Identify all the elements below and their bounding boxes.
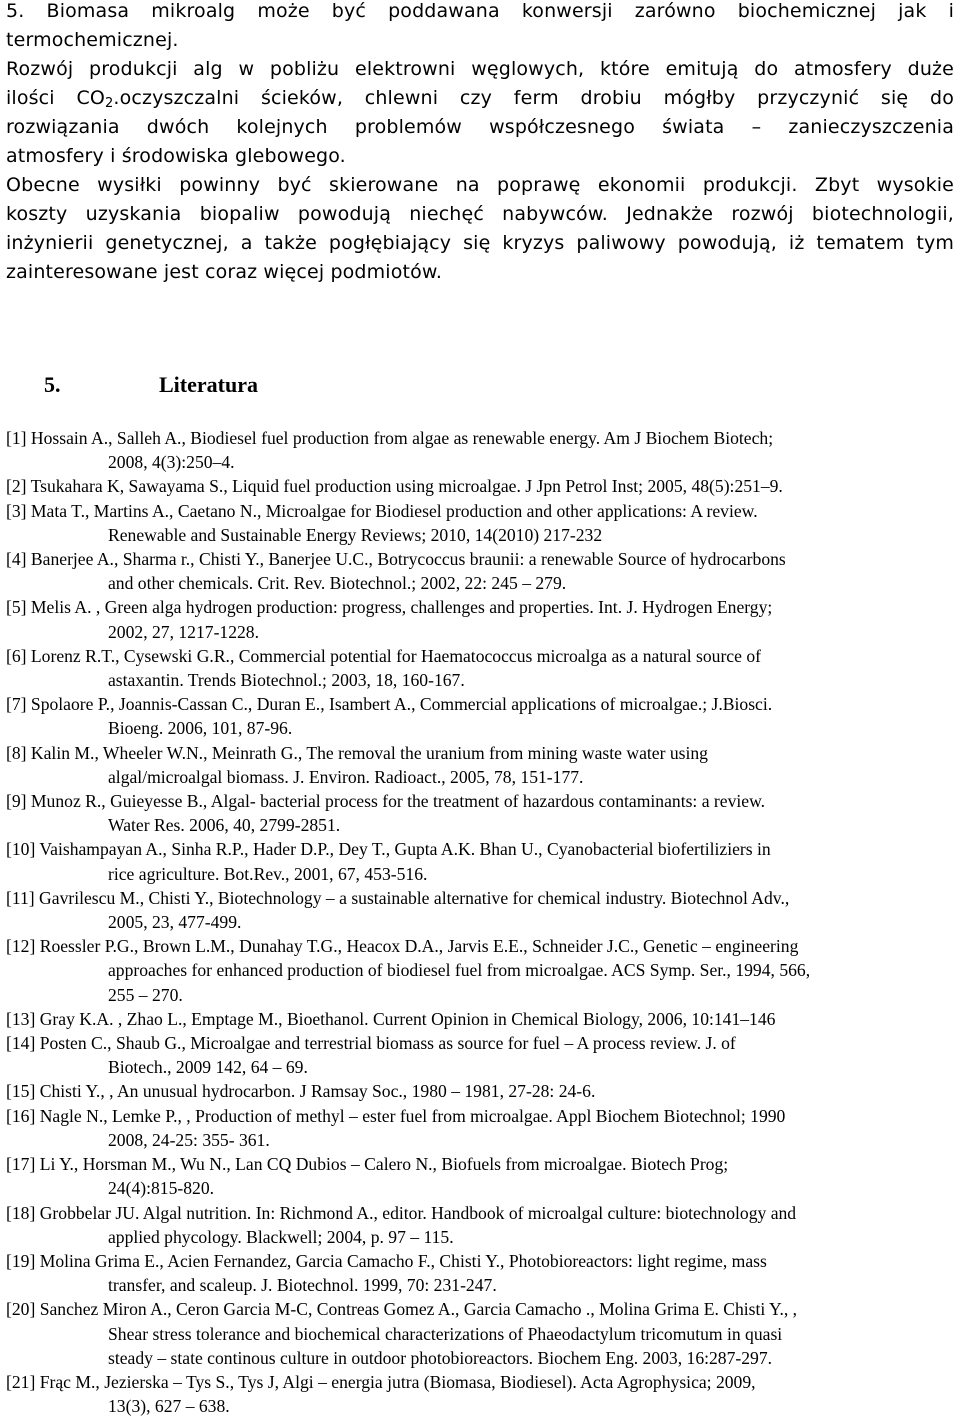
reference-continuation-line: and other chemicals. Crit. Rev. Biotechnol.; 2002, 22: 245 – 279. <box>108 573 567 594</box>
reference-continuation-line: 24(4):815-820. <box>108 1178 215 1199</box>
reference-continuation-line: 2005, 23, 477-499. <box>108 912 242 933</box>
reference-continuation-line: rice agriculture. Bot.Rev., 2001, 67, 453-516. <box>108 863 428 884</box>
reference-item <box>6 595 954 643</box>
reference-item <box>6 837 954 885</box>
reference-line: [5] Melis A. , Green alga hydrogen production: progress, challenges and properties. Int. J. Hydrogen Energy; <box>6 597 773 618</box>
body-line: termochemicznej. <box>6 29 179 51</box>
reference-continuation-line: 2008, 4(3):250–4. <box>108 452 235 473</box>
reference-item <box>6 499 954 547</box>
reference-line: [18] Grobbelar JU. Algal nutrition. In: Richmond A., editor. Handbook of microalgal culture: biotechnology and <box>6 1202 797 1223</box>
reference-continuation-line: approaches for enhanced production of biodiesel fuel from microalgae. ACS Symp. Ser., 1994, 566, <box>108 960 811 981</box>
reference-line: [14] Posten C., Shaub G., Microalgae and terrestrial biomass as source for fuel – A process review. J. of <box>6 1033 736 1054</box>
reference-line: [3] Mata T., Martins A., Caetano N., Microalgae for Biodiesel production and other applications: A review. <box>6 500 758 521</box>
reference-line: [10] Vaishampayan A., Sinha R.P., Hader D.P., Dey T., Gupta A.K. Bhan U., Cyanobacterial biofertiliziers in <box>6 839 771 860</box>
reference-item <box>6 1079 954 1103</box>
reference-line: [20] Sanchez Miron A., Ceron Garcia M-C, Contreas Gomez A., Garcia Camacho ., Molina Grima E. Chisti Y., , <box>6 1299 798 1320</box>
body-line: rozwiązania dwóch kolejnych problemów współczesnego świata – zanieczyszczenia <box>6 116 954 138</box>
reference-continuation-line: 2008, 24-25: 355- 361. <box>108 1129 270 1150</box>
reference-line: [19] Molina Grima E., Acien Fernandez, Garcia Camacho F., Chisti Y., Photobioreactors: light regime, mass <box>6 1250 767 1271</box>
text-fragment: ilości CO <box>6 87 105 109</box>
body-line: inżynierii genetycznej, a także pogłębiający się kryzys paliwowy powodują, iż tematem tym <box>6 232 954 254</box>
subscript: 2 <box>104 96 114 111</box>
reference-continuation-line: Bioeng. 2006, 101, 87-96. <box>108 718 293 739</box>
reference-item <box>6 474 954 498</box>
reference-line: [1] Hossain A., Salleh A., Biodiesel fuel production from algae as renewable energy. Am J Biochem Biotech; <box>6 428 774 448</box>
reference-item <box>6 1370 954 1418</box>
reference-continuation-line: 13(3), 627 – 638. <box>108 1396 230 1417</box>
reference-continuation-line: algal/microalgal biomass. J. Environ. Radioact., 2005, 78, 151-177. <box>108 766 584 787</box>
body-line: Rozwój produkcji alg w pobliżu elektrowni węglowych, które emitują do atmosfery duże <box>6 58 954 80</box>
reference-line: [15] Chisti Y., , An unusual hydrocarbon. J Ramsay Soc., 1980 – 1981, 27-28: 24-6. <box>6 1081 596 1102</box>
reference-item <box>6 692 954 740</box>
reference-line: [21] Frąc M., Jezierska – Tys S., Tys J, Algi – energia jutra (Biomasa, Biodiesel). Acta Agrophysica; 2009, <box>6 1371 756 1392</box>
reference-continuation-line: Biotech., 2009 142, 64 – 69. <box>108 1057 308 1078</box>
reference-item <box>6 547 954 595</box>
reference-line: [7] Spolaore P., Joannis-Cassan C., Duran E., Isambert A., Commercial applications of microalgae.; J.Biosci. <box>6 694 773 715</box>
reference-item <box>6 789 954 837</box>
reference-line: [9] Munoz R., Guieyesse B., Algal- bacterial process for the treatment of hazardous contaminants: a review. <box>6 791 766 812</box>
reference-item <box>6 1249 954 1297</box>
reference-item <box>6 426 954 474</box>
reference-line: [17] Li Y., Horsman M., Wu N., Lan CQ Dubios – Calero N., Biofuels from microalgae. Biotech Prog; <box>6 1154 729 1175</box>
body-line: Obecne wysiłki powinny być skierowane na poprawę ekonomii produkcji. Zbyt wysokie <box>6 174 954 196</box>
body-line: koszty uzyskania biopaliw powodują niechęć nabywców. Jednakże rozwój biotechnologii, <box>6 203 954 225</box>
reference-list <box>6 426 954 1418</box>
reference-item <box>6 934 954 1007</box>
section-title: Literatura <box>159 372 258 397</box>
section-number: 5. <box>44 372 61 397</box>
reference-line: [8] Kalin M., Wheeler W.N., Meinrath G., The removal the uranium from mining waste water using <box>6 742 708 763</box>
body-line: zainteresowane jest coraz więcej podmiotów. <box>6 261 443 283</box>
reference-line: [13] Gray K.A. , Zhao L., Emptage M., Bioethanol. Current Opinion in Chemical Biology, 2006, 10:141–146 <box>6 1008 776 1029</box>
reference-line: [16] Nagle N., Lemke P., , Production of methyl – ester fuel from microalgae. Appl Biochem Biotechnol; 1990 <box>6 1105 786 1126</box>
reference-line: [4] Banerjee A., Sharma r., Chisti Y., Banerjee U.C., Botrycoccus braunii: a renewable Source of hydrocarbons <box>6 549 786 570</box>
body-line-with-formula <box>6 87 954 111</box>
reference-line: [6] Lorenz R.T., Cysewski G.R., Commercial potential for Haematococcus microalga as a natural source of <box>6 645 761 666</box>
reference-item <box>6 1152 954 1200</box>
reference-continuation-line: Renewable and Sustainable Energy Reviews; 2010, 14(2010) 217-232 <box>108 524 603 545</box>
reference-item <box>6 741 954 789</box>
reference-continuation-line: astaxantin. Trends Biotechnol.; 2003, 18, 160-167. <box>108 670 465 691</box>
reference-line: [2] Tsukahara K, Sawayama S., Liquid fuel production using microalgae. J Jpn Petrol Inst; 2005, 48(5):251–9. <box>6 476 783 497</box>
body-line: atmosfery i środowiska glebowego. <box>6 145 346 167</box>
reference-item <box>6 1031 954 1079</box>
reference-continuation-line: applied phycology. Blackwell; 2004, p. 97 – 115. <box>108 1226 454 1247</box>
reference-continuation-line: steady – state continous culture in outdoor photobioreactors. Biochem Eng. 2003, 16:287-297. <box>108 1347 773 1368</box>
reference-item <box>6 886 954 934</box>
reference-item <box>6 1201 954 1249</box>
body-line: 5. Biomasa mikroalg może być poddawana konwersji zarówno biochemicznej jak i <box>6 0 954 22</box>
reference-continuation-line: transfer, and scaleup. J. Biotechnol. 1999, 70: 231-247. <box>108 1275 497 1296</box>
text-fragment: .oczyszczalni ścieków, chlewni czy ferm drobiu mógłby przyczynić się do <box>113 87 954 109</box>
reference-line: [12] Roessler P.G., Brown L.M., Dunahay T.G., Heacox D.A., Jarvis E.E., Schneider J.C., Genetic – engineering <box>6 936 799 957</box>
reference-continuation-line: Water Res. 2006, 40, 2799-2851. <box>108 815 341 836</box>
reference-item <box>6 644 954 692</box>
reference-item <box>6 1007 954 1031</box>
reference-continuation-line: 2002, 27, 1217-1228. <box>108 621 260 642</box>
reference-line: [11] Gavrilescu M., Chisti Y., Biotechnology – a sustainable alternative for chemical industry. Biotechnol Adv., <box>6 887 790 908</box>
reference-continuation-line: Shear stress tolerance and biochemical characterizations of Phaeodactylum tricomutum in quasi <box>108 1323 783 1344</box>
reference-item <box>6 1297 954 1370</box>
section-heading <box>44 372 258 398</box>
reference-item <box>6 1104 954 1152</box>
reference-continuation-line: 255 – 270. <box>108 984 183 1005</box>
